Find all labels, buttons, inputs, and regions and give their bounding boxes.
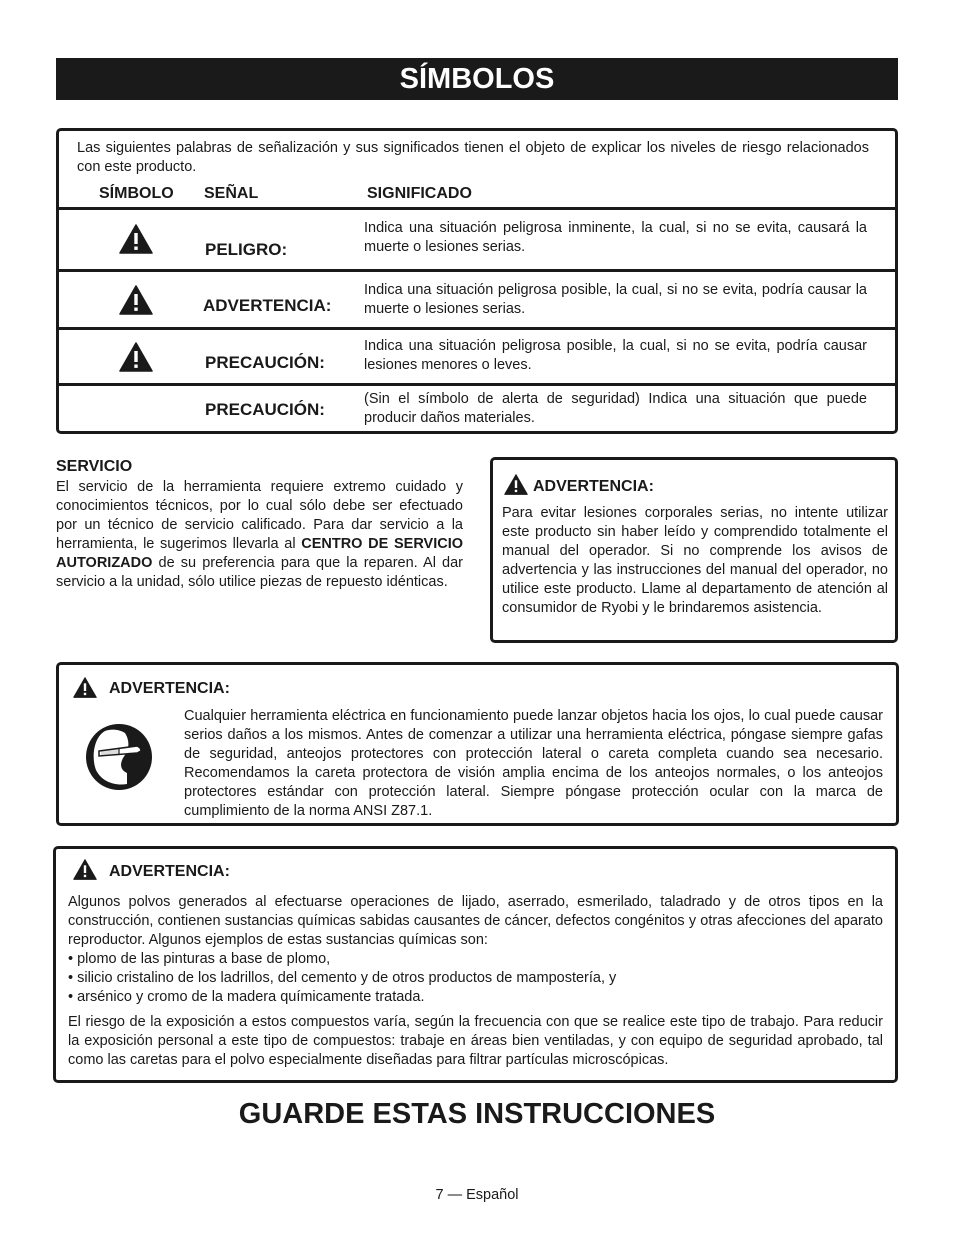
warning-heading: ADVERTENCIA: [109,863,230,880]
warning-closing: El riesgo de la exposición a estos compuestos varía, según la frecuencia con que se realice este tipo de trabajo. Para reducir la exposición personal a este tipo de compuestos: trabaje en áreas bien ventiladas, y con equipo de seguridad aprobado, tal como las caretas para el polvo especialmente diseñadas para filtrar partículas microscópicas. [68,1014,883,1068]
warning-triangle-icon [504,474,528,495]
page-number: 7 — Español [435,1187,519,1203]
warning-text [68,893,883,1070]
warning-box-manual [490,457,898,643]
authorized-service-center: CENTRO DE SERVICIO AUTORIZADO [56,536,464,571]
table-intro: Las siguientes palabras de señalización y sus significados tienen el objeto de explicar los niveles de riesgo relacionados con este producto. [77,140,869,175]
servicio-text [56,478,463,592]
save-instructions-title: GUARDE ESTAS INSTRUCCIONES [238,1098,716,1130]
warning-heading: ADVERTENCIA: [533,478,654,495]
list-item: • arsénico y cromo de la madera químicamente tratada. [68,989,425,1005]
servicio-title: SERVICIO [56,458,133,475]
table-row [59,272,895,327]
warning-triangle-icon [73,859,97,880]
warning-triangle-icon [119,224,153,254]
warning-triangle-icon [73,677,97,698]
list-item: • plomo de las pinturas a base de plomo, [68,951,331,967]
signal-meaning: Indica una situación peligrosa posible, la cual, si no se evita, podría causar la muerte o lesiones serias. [364,282,867,317]
list-item: • silicio cristalino de los ladrillos, del cemento y de otros productos de mampostería, y [68,970,617,986]
page-title: SÍMBOLOS [56,58,898,100]
signal-words-table [56,128,898,434]
signal-meaning: Indica una situación peligrosa inminente, la cual, si no se evita, causará la muerte o lesiones serias. [364,220,867,255]
servicio-text-part: de su preferencia para que la reparen. Al dar servicio a la unidad, sólo utilice piezas de repuesto idénticas. [56,555,463,590]
signal-word: PRECAUCIÓN: [205,353,325,372]
safety-glasses-icon [85,723,153,791]
signal-word: ADVERTENCIA: [203,296,332,315]
table-row [59,330,895,383]
table-row [59,386,895,431]
signal-word: PELIGRO: [205,240,288,259]
servicio-text-part: El servicio de la herramienta requiere extremo cuidado y conocimientos técnicos, por lo cual sólo debe ser efectuado por un técnico de servicio calificado. Para dar servicio a la herramienta, le sugerimos llevarla al [56,479,463,552]
warning-heading: ADVERTENCIA: [109,680,230,697]
header-signal: SEÑAL [204,185,259,202]
header-symbol: SÍMBOLO [99,185,174,202]
warning-text: Para evitar lesiones corporales serias, no intente utilizar este producto sin haber leído y comprendido totalmente el manual del operador. Si no comprende los avisos de advertencia y las instrucciones del manual del operador, no utilice este producto. Llame al departamento de atención al consumidor de Ryobi y le brindaremos asistencia. [502,505,888,616]
warning-triangle-icon [119,285,153,315]
table-row [59,210,895,269]
warning-text: Cualquier herramienta eléctrica en funcionamiento puede lanzar objetos hacia los ojos, lo cual puede causar serios daños a los mismos. Antes de comenzar a utilizar una herramienta eléctrica, póngase siempre gafas de seguridad, anteojos protectores con protección lateral o careta completa cuando sea necesario. Recomendamos la careta protectora de visión amplia encima de los anteojos normales, o los anteojos protectores estándar con protección lateral. Siempre póngase protección ocular con la marca de cumplimiento de la norma ANSI Z87.1. [184,708,883,819]
warning-intro: Algunos polvos generados al efectuarse operaciones de lijado, aserrado, esmerilado, taladrado y de otros tipos en la construcción, contienen sustancias químicas sabidas causantes de cáncer, defectos congénitos y otras afecciones del aparato reproductor. Algunos ejemplos de estas sustancias químicas son: [68,894,883,948]
warning-box-dust [53,846,898,1083]
signal-meaning: Indica una situación peligrosa posible, la cual, si no se evita, podría causar lesiones menores o leves. [364,338,867,373]
signal-meaning: (Sin el símbolo de alerta de seguridad) Indica una situación que puede producir daños materiales. [364,391,867,426]
header-meaning: SIGNIFICADO [367,185,472,202]
warning-triangle-icon [119,342,153,372]
warning-box-eye-protection [56,662,899,826]
signal-word: PRECAUCIÓN: [205,400,325,419]
